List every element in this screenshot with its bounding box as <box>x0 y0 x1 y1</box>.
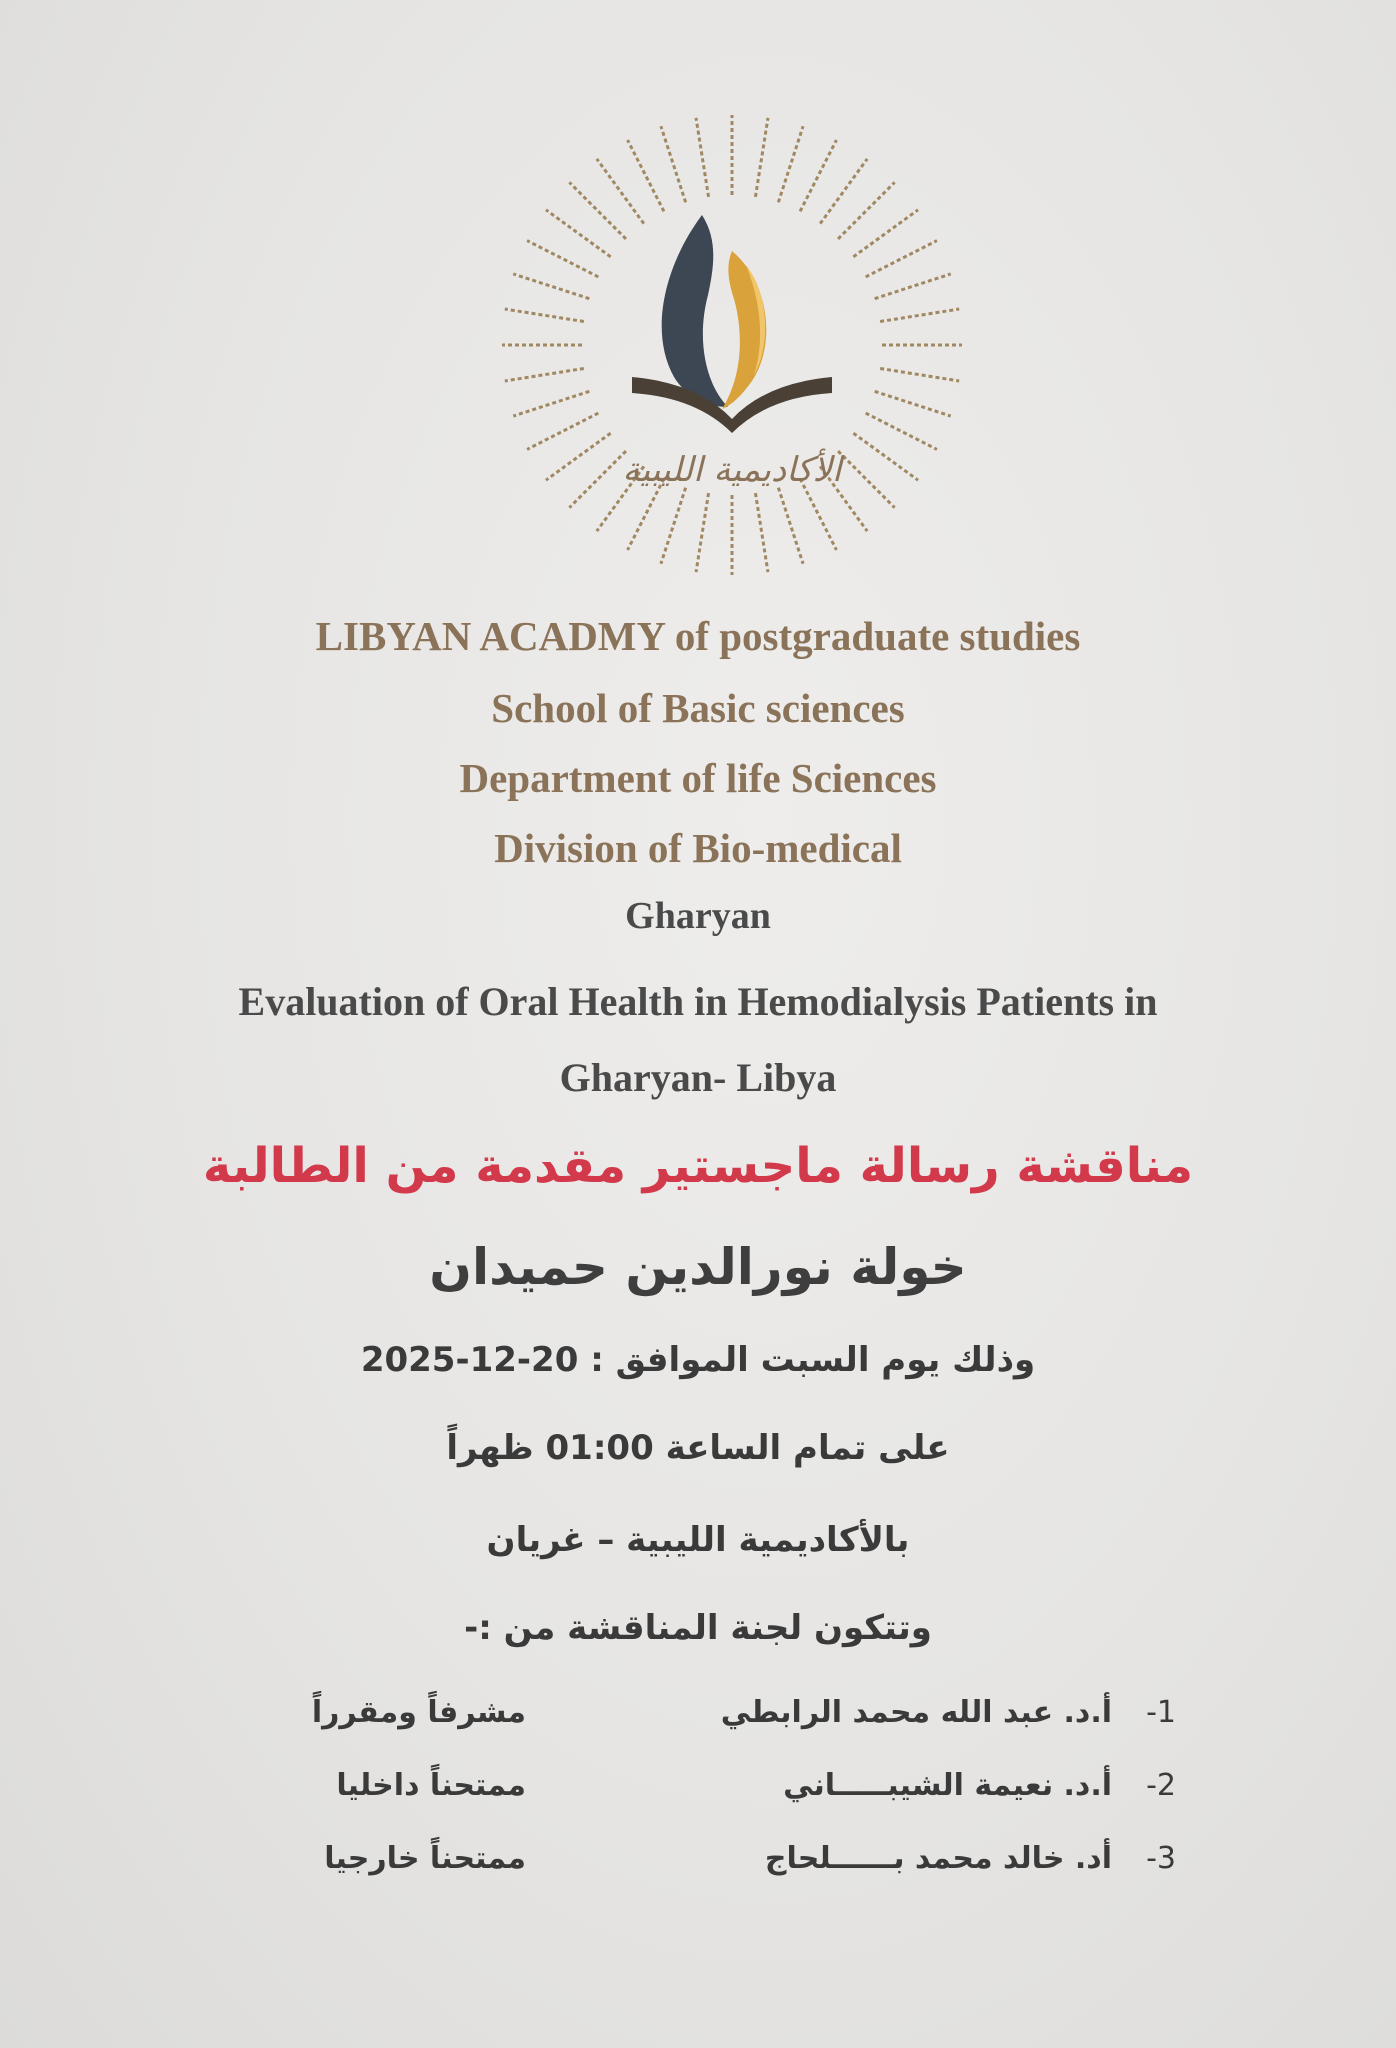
logo-ray <box>755 118 768 197</box>
logo-ray <box>661 488 686 564</box>
sunburst-rays <box>502 115 962 575</box>
logo-ray <box>569 182 626 239</box>
logo-ray <box>800 140 836 211</box>
member-name: أ.د. عبد الله محمد الرابطي <box>720 1695 1112 1730</box>
logo-ray <box>880 309 959 322</box>
committee-intro: وتتكون لجنة المناقشة من :- <box>464 1608 932 1648</box>
thesis-title-line-1: Evaluation of Oral Health in Hemodialysis Patients in <box>238 979 1158 1024</box>
logo-ray <box>778 488 803 564</box>
logo-ray <box>866 241 937 277</box>
institution-line-3: Department of life Sciences <box>459 755 937 801</box>
logo-ray <box>597 159 644 224</box>
logo-ray <box>546 433 611 480</box>
member-name: أ.د. نعيمة الشيبـــــاني <box>783 1768 1112 1803</box>
logo-ray <box>696 493 709 572</box>
logo-ray <box>661 126 686 202</box>
logo-ray <box>569 451 626 508</box>
member-role: ممتحناً داخليا <box>336 1768 526 1803</box>
member-name: أد. خالد محمد بــــــلحاج <box>764 1841 1112 1876</box>
logo-ray <box>853 433 918 480</box>
member-number: -2 <box>1146 1768 1176 1803</box>
logo-ray <box>838 182 895 239</box>
committee-member-2 <box>0 1768 1396 1816</box>
member-number: -1 <box>1146 1695 1176 1730</box>
defense-heading: مناقشة رسالة ماجستير مقدمة من الطالبة <box>202 1138 1194 1194</box>
logo-ray <box>628 140 664 211</box>
logo-ray <box>853 210 918 257</box>
institution-line-2: School of Basic sciences <box>491 685 905 731</box>
logo-ray <box>880 368 959 381</box>
logo-ray <box>820 159 867 224</box>
logo-arabic-text: الأكاديمية الليبية <box>622 450 842 490</box>
institution-city: Gharyan <box>625 895 771 937</box>
student-name: خولة نورالدين حميدان <box>429 1238 967 1296</box>
defense-time: على تمام الساعة 01:00 ظهراً <box>446 1428 950 1468</box>
academy-logo <box>470 115 990 615</box>
member-number: -3 <box>1146 1841 1176 1876</box>
logo-ray <box>838 451 895 508</box>
member-role: مشرفاً ومقرراً <box>311 1695 526 1730</box>
logo-ray <box>755 493 768 572</box>
committee-member-1 <box>0 1695 1396 1743</box>
logo-ray <box>513 391 589 416</box>
thesis-title-line-2: Gharyan- Libya <box>559 1055 837 1100</box>
defense-place: بالأكاديمية الليبية – غريان <box>486 1520 910 1560</box>
logo-ray <box>875 274 951 299</box>
logo-ray <box>866 413 937 449</box>
flame-dark-shape <box>662 215 728 407</box>
defense-date: وذلك يوم السبت الموافق : 20-12-2025 <box>360 1340 1036 1380</box>
flame-gold-shape <box>722 251 766 409</box>
logo-ray <box>527 241 598 277</box>
logo-ray <box>505 309 584 322</box>
committee-member-3 <box>0 1841 1396 1889</box>
logo-ray <box>527 413 598 449</box>
logo-ray <box>778 126 803 202</box>
logo-ray <box>505 368 584 381</box>
open-book-shape <box>632 377 832 433</box>
logo-ray <box>513 274 589 299</box>
logo-ray <box>696 118 709 197</box>
logo-ray <box>875 391 951 416</box>
institution-line-1: LIBYAN ACADMY of postgraduate studies <box>315 613 1081 659</box>
member-role: ممتحناً خارجيا <box>324 1841 526 1876</box>
institution-line-4: Division of Bio-medical <box>494 825 902 871</box>
logo-ray <box>546 210 611 257</box>
